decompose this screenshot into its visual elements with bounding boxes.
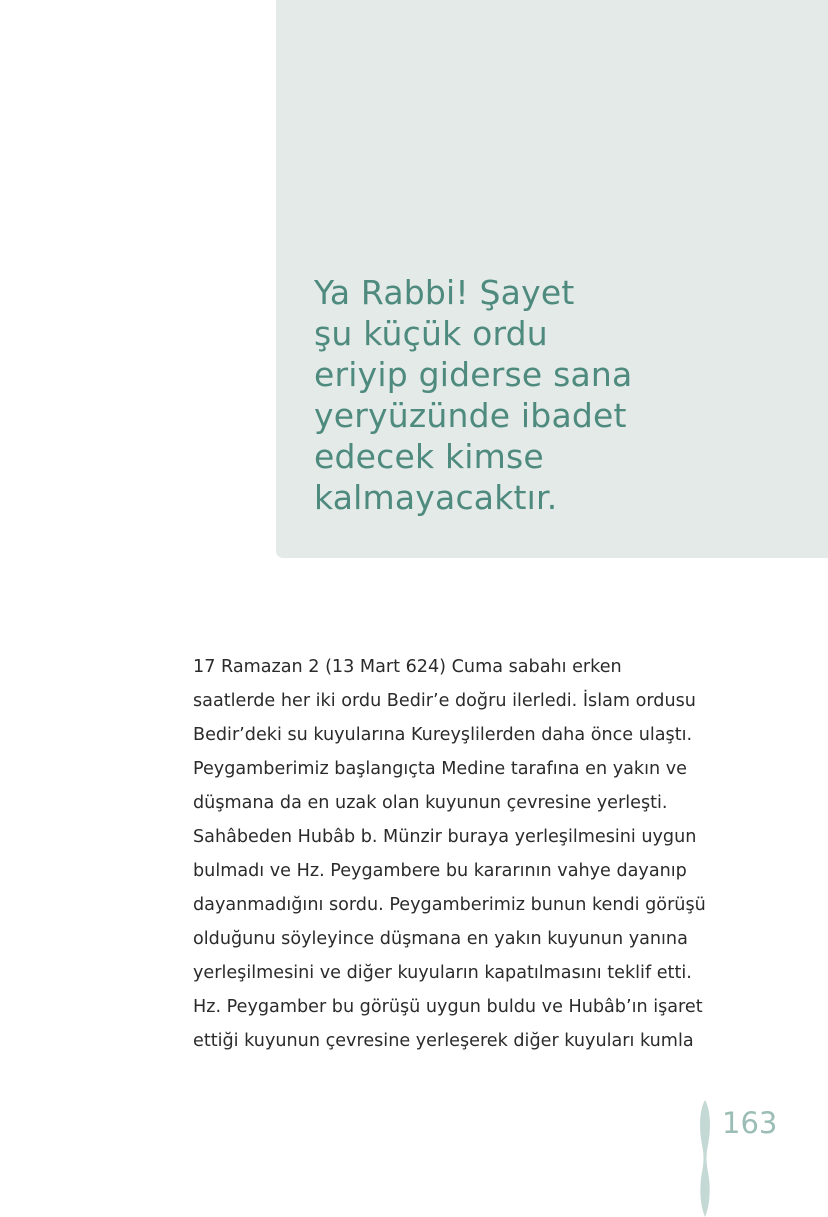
body-line: olduğunu söyleyince düşmana en yakın kuyunun yanına xyxy=(193,929,688,949)
body-line: 17 Ramazan 2 (13 Mart 624) Cuma sabahı erken xyxy=(193,657,622,677)
quote-line: eriyip giderse sana xyxy=(314,355,633,394)
quote-line: şu küçük ordu xyxy=(314,314,548,353)
body-line: Bedir’deki su kuyularına Kureyşlilerden daha önce ulaştı. xyxy=(193,725,693,745)
body-line: yerleşilmesini ve diğer kuyuların kapatılmasını teklif etti. xyxy=(193,963,692,983)
body-line: Hz. Peygamber bu görüşü uygun buldu ve Hubâb’ın işaret xyxy=(193,997,703,1017)
quote-line: kalmayacaktır. xyxy=(314,478,558,517)
body-line: ettiği kuyunun çevresine yerleşerek diğer kuyuları kumla xyxy=(193,1031,694,1051)
body-line: saatlerde her iki ordu Bedir’e doğru ilerledi. İslam ordusu xyxy=(193,691,696,711)
quote-line: Ya Rabbi! Şayet xyxy=(314,273,575,312)
page-number: 163 xyxy=(722,1106,778,1140)
page-number-ornament-icon xyxy=(694,1100,716,1217)
body-line: bulmadı ve Hz. Peygambere bu kararının vahye dayanıp xyxy=(193,861,687,881)
body-line: dayanmadığını sordu. Peygamberimiz bunun kendi görüşü xyxy=(193,895,706,915)
body-line: düşmana da en uzak olan kuyunun çevresine yerleşti. xyxy=(193,793,668,813)
body-line: Sahâbeden Hubâb b. Münzir buraya yerleşilmesini uygun xyxy=(193,827,697,847)
body-paragraph xyxy=(193,650,733,1058)
quote-line: yeryüzünde ibadet xyxy=(314,396,627,435)
quote-line: edecek kimse xyxy=(314,437,544,476)
pull-quote xyxy=(314,272,714,518)
body-line: Peygamberimiz başlangıçta Medine tarafına en yakın ve xyxy=(193,759,687,779)
